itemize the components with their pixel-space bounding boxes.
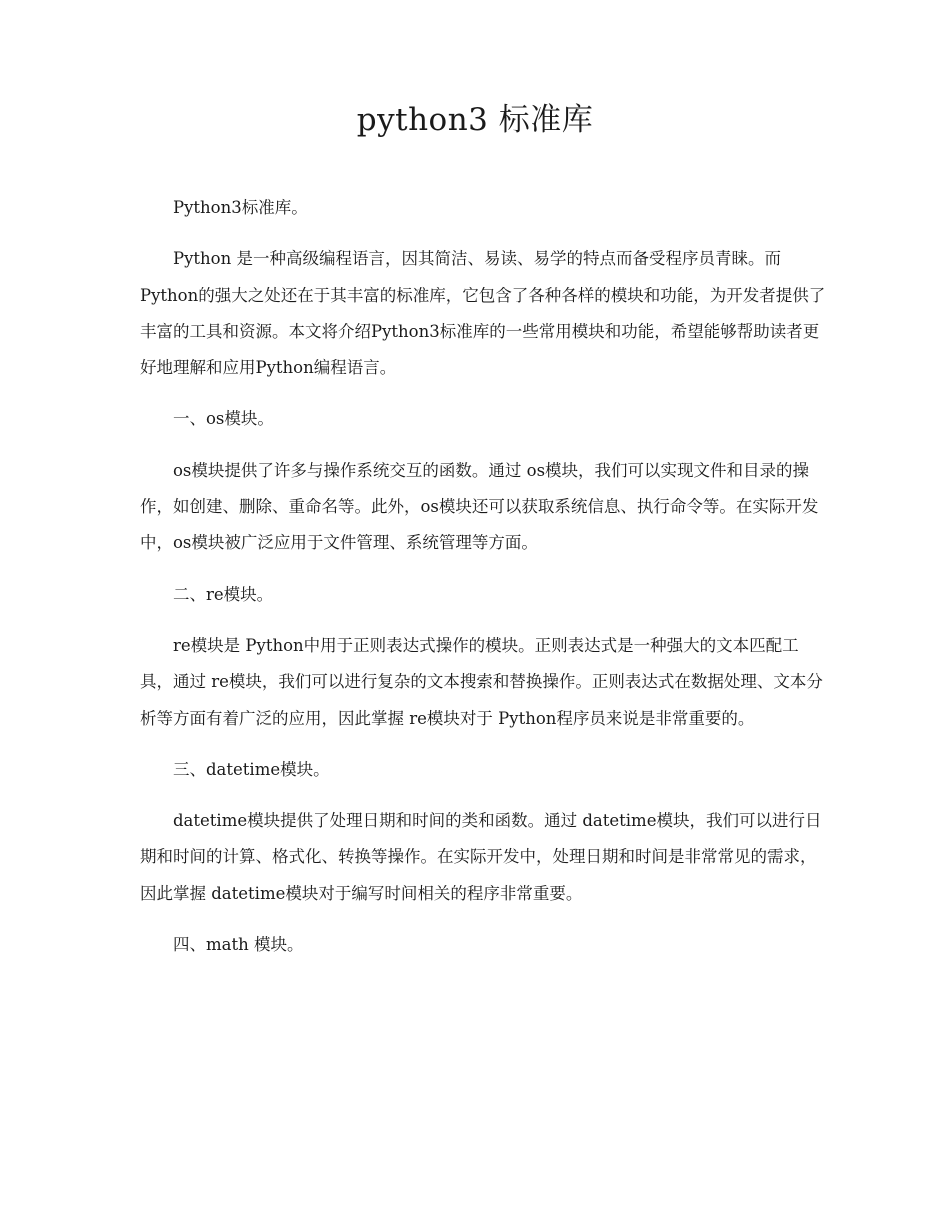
section-heading-re: 二、re模块。 — [173, 584, 274, 604]
document-body — [140, 190, 830, 978]
section-heading-datetime: 三、datetime模块。 — [173, 759, 330, 779]
intro-paragraph: Python 是一种高级编程语言，因其简洁、易读、易学的特点而备受程序员青睐。而Python的强大之处还在于其丰富的标准库，它包含了各种各样的模块和功能，为开发者提供了丰富的工具和资源。本文将介绍Python3标准库的一些常用模块和功能，希望能够帮助读者更好地理解和应用Python编程语言。 — [140, 249, 826, 378]
section-paragraph-datetime: datetime模块提供了处理日期和时间的类和函数。通过 datetime模块，我们可以进行日期和时间的计算、格式化、转换等操作。在实际开发中，处理日期和时间是非常常见的需求，因此掌握 datetime模块对于编写时间相关的程序非常重要。 — [140, 811, 822, 903]
section-paragraph-re: re模块是 Python中用于正则表达式操作的模块。正则表达式是一种强大的文本匹配工具，通过 re模块，我们可以进行复杂的文本搜索和替换操作。正则表达式在数据处理、文本分析等方面有着广泛的应用，因此掌握 re模块对于 Python程序员来说是非常重要的。 — [140, 635, 823, 728]
intro-line: Python3标准库。 — [173, 198, 308, 217]
section-heading-os: 一、os模块。 — [173, 409, 274, 429]
section-paragraph-os: os模块提供了许多与操作系统交互的函数。通过 os模块，我们可以实现文件和目录的操作，如创建、删除、重命名等。此外，os模块还可以获取系统信息、执行命令等。在实际开发中，os模块被广泛应用于文件管理、系统管理等方面。 — [140, 460, 819, 553]
document-title: python3 标准库 — [356, 102, 594, 138]
section-heading-math: 四、math 模块。 — [173, 935, 304, 955]
